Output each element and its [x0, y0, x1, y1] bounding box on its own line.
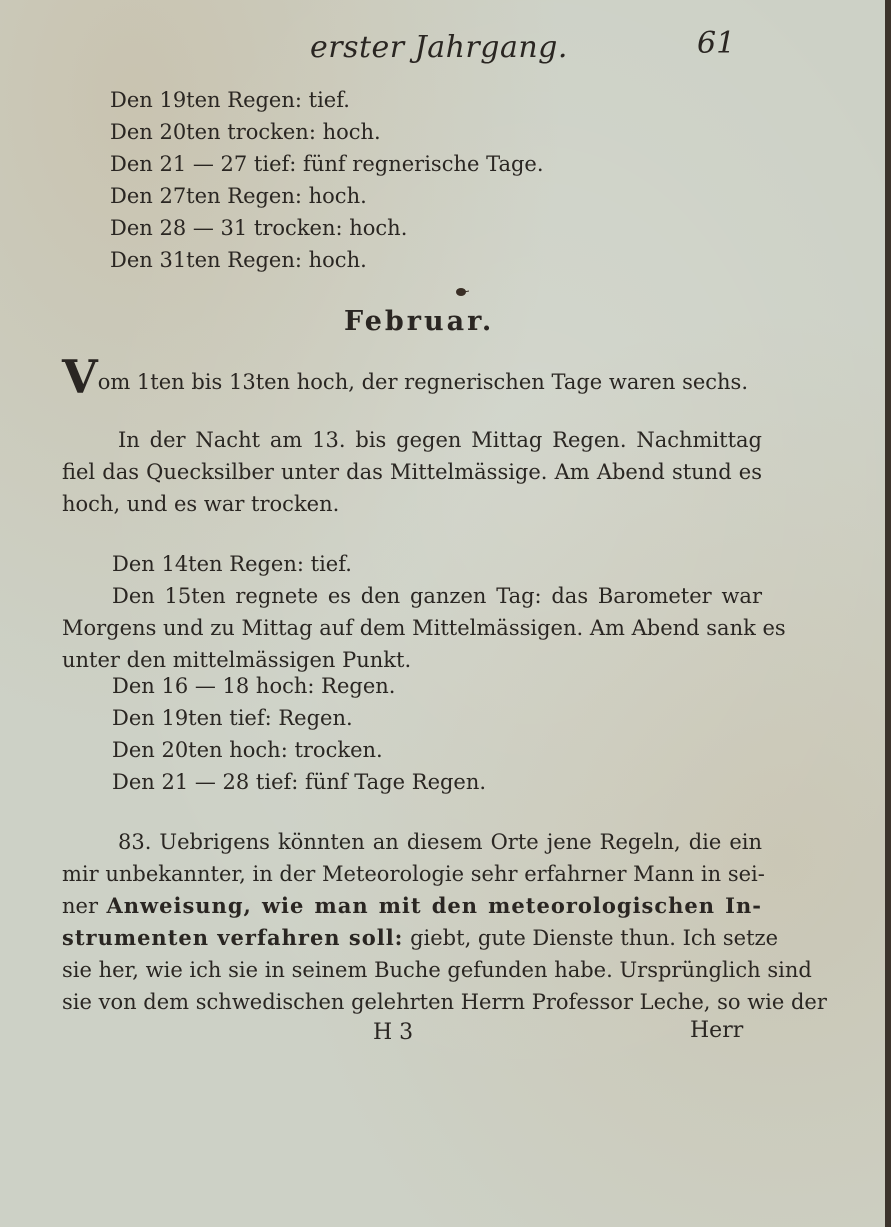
para-line: Den 15ten regnete es den ganzen Tag: das Barometer war: [112, 584, 762, 608]
catchword: Herr: [690, 1018, 744, 1043]
para-line: In der Nacht am 13. bis gegen Mittag Regen. Nachmittag: [118, 428, 762, 452]
para-line: [62, 922, 779, 954]
page-edge: [885, 0, 891, 1227]
para-line: sie her, wie ich sie in seinem Buche gefunden habe. Ursprünglich sind: [62, 958, 812, 982]
paragraph-night: [62, 424, 762, 520]
entry-line: Den 19ten tief: Regen.: [112, 706, 353, 730]
paragraph-15th: [62, 580, 786, 676]
entry-line: Den 20ten trocken: hoch.: [110, 120, 381, 144]
para-text: giebt, gute Dienste thun. Ich setze: [403, 926, 779, 950]
para-line: unter den mittelmässigen Punkt.: [62, 648, 412, 672]
entry-line: Den 28 — 31 trocken: hoch.: [110, 216, 408, 240]
para-text: ner: [62, 894, 107, 918]
signature-mark: H 3: [373, 1020, 414, 1045]
entry-line: Den 21 — 27 tief: fünf regnerische Tage.: [110, 152, 544, 176]
section-intro: [62, 350, 749, 404]
para-line: [62, 890, 762, 922]
ornament-icon: [455, 287, 469, 297]
entry-line: Den 19ten Regen: tief.: [110, 88, 350, 112]
paragraph-83: [62, 826, 827, 1018]
entry-line: Den 27ten Regen: hoch.: [110, 184, 367, 208]
emphasized-title: strumenten verfahren soll:: [62, 925, 404, 950]
entry-line: Den 16 — 18 hoch: Regen.: [112, 674, 396, 698]
intro-text: om 1ten bis 13ten hoch, der regnerischen Tage waren sechs.: [97, 370, 749, 394]
emphasized-title: Anweisung, wie man mit den meteorologischen In-: [106, 893, 762, 918]
drop-initial: V: [62, 350, 98, 404]
running-head: erster Jahrgang.: [310, 30, 568, 65]
para-line: sie von dem schwedischen gelehrten Herrn Professor Leche, so wie der: [62, 990, 827, 1014]
entry-line: Den 14ten Regen: tief.: [112, 552, 352, 576]
entry-line: Den 20ten hoch: trocken.: [112, 738, 383, 762]
page-number: 61: [697, 26, 736, 61]
para-line: fiel das Quecksilber unter das Mittelmässige. Am Abend stund es: [62, 460, 762, 484]
para-line: 83. Uebrigens könnten an diesem Orte jene Regeln, die ein: [118, 830, 762, 854]
section-title: Februar.: [344, 306, 495, 337]
entry-line: Den 21 — 28 tief: fünf Tage Regen.: [112, 770, 487, 794]
para-line: hoch, und es war trocken.: [62, 492, 340, 516]
para-line: mir unbekannter, in der Meteorologie sehr erfahrner Mann in sei-: [62, 862, 765, 886]
para-line: Morgens und zu Mittag auf dem Mittelmässigen. Am Abend sank es: [62, 616, 786, 640]
entry-line: Den 31ten Regen: hoch.: [110, 248, 367, 272]
